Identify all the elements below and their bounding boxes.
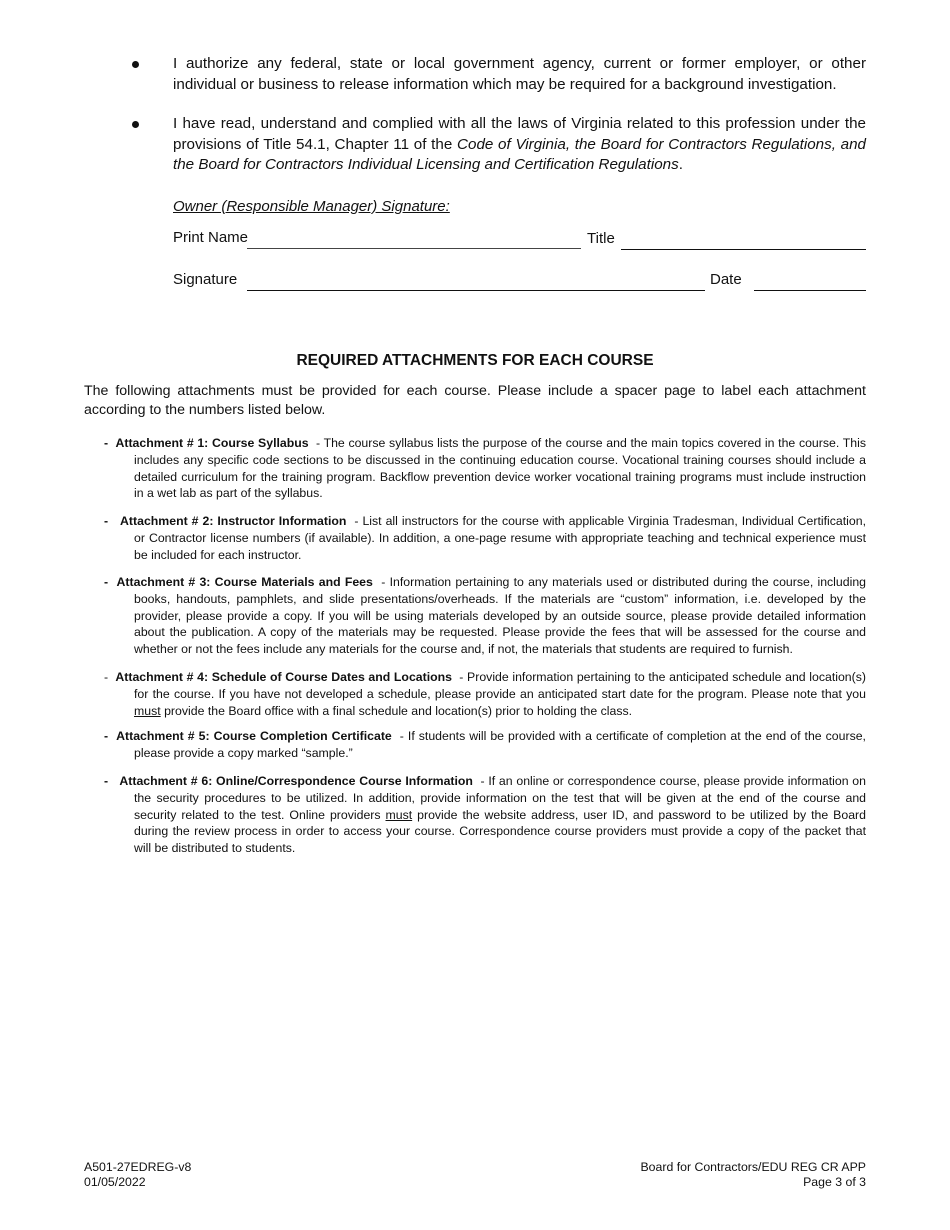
attachment-text-end: provide the Board office with a final schedule and location(s) prior to holding the class. [160,703,633,718]
signature-field[interactable] [247,290,705,291]
attachment-title: Attachment # 1: Course Syllabus [115,436,309,450]
list-dash: - [104,575,117,589]
attachment-title: Attachment # 4: Schedule of Course Dates and Locations [115,670,452,684]
attachment-text: If students will be provided with a certificate of completion at the end of the course, please provide a copy marked “sample.” [134,729,866,760]
list-dash: - [104,774,120,788]
attachment-text: List all instructors for the course with applicable Virginia Tradesman, Individual Certification, or Contractor license numbers (if available). In addition, a one-page resume with appropriate teaching and technical experience must be included for each instructor. [134,514,866,562]
declaration-text: I authorize any federal, state or local government agency, current or former employer, or other individual or business to release information which may be required for a background investigation. [173,55,866,93]
title-label: Title [587,230,615,247]
footer-page-info [640,1160,866,1189]
list-dash: - [104,514,121,528]
attachment-item-4: - Attachment # 4: Schedule of Course Dates and Locations - Provide information pertaining to the anticipated schedule and location(s) for the course. If you have not developed a schedule, please provide an anticipated start date for the program. Please note that you must provide the Board office with a final schedule and location(s) prior to holding the class. [104,670,866,718]
date-field[interactable] [754,290,866,291]
list-dash: - [104,436,116,450]
attachment-title: Attachment # 3: Course Materials and Fees [116,575,373,589]
attachment-title: Attachment # 5: Course Completion Certificate [116,729,392,743]
attachment-title: Attachment # 2: Instructor Information [120,514,347,528]
attachment-title: Attachment # 6: Online/Correspondence Course Information [119,774,473,788]
attachment-text: The course syllabus lists the purpose of the course and the main topics covered in the course. This includes any specific code sections to be discussed in the continuing education course. Vocational training courses should include a detailed curriculum for the training program. Backflow prevention device worker vocational training programs must include instruction in a wet lab as part of the syllabus. [134,436,866,501]
attachment-text: Information pertaining to any materials used or distributed during the course, including books, handouts, pamphlets, and slide presentations/overheads. If the materials are “custom” information, i.e. developed by the provider, please provide a copy. If you will be using materials developed by an outside source, please provide detailed information about the publication. A copy of the materials may be requested. Please provide the fees that will be assessed for the course and whether or not the fees include any materials for the course and, if not, the materials that students are required to furnish. [134,575,867,657]
declaration-text [153,114,866,176]
declaration-regulations: Code of Virginia, the Board for Contractors Regulations, and the Board for Contractors Individual Licensing and Certification Regulations [173,135,866,173]
declaration-text-end: . [678,156,683,173]
print-name-field[interactable] [247,248,581,249]
date-label: Date [710,271,742,288]
attachment-text: If an online or correspondence course, please provide information on the security procedures to be utilized. In addition, provide information on the test that will be given at the end of the course and security related to the test. Online providers [134,774,866,822]
attachments-intro: The following attachments must be provided for each course. Please include a spacer page to label each attachment according to the numbers listed below. [84,383,866,418]
attachment-text-end: provide the website address, user ID, and password to be utilized by the Board during the review process in order to access your course. Correspondence course providers must provide a copy of the packet that will be distributed to students. [134,807,866,856]
declaration-laws [153,114,866,176]
attachment-item-5: - Attachment # 5: Course Completion Certificate - If students will be provided with a certificate of completion at the end of the course, please provide a copy marked “sample.” [104,729,866,760]
attachment-item-3: - Attachment # 3: Course Materials and Fees - Information pertaining to any materials used or distributed during the course, including books, handouts, pamphlets, and slide presentations/overheads. If the materials are “custom” information, i.e. developed by the provider, please provide a copy. If you will be using materials developed by an outside source, please provide detailed information about the publication. A copy of the materials may be requested. Please provide the fees that will be assessed for the course and whether or not the fees include any materials for the course and, if not, the materials that students are required to furnish. [104,575,867,657]
attachment-item-2: - Attachment # 2: Instructor Information - List all instructors for the course with applicable Virginia Tradesman, Individual Certification, or Contractor license numbers (if available). In addition, a one-page resume with appropriate teaching and technical experience must be included for each instructor. [104,514,866,562]
declaration-background-check [153,54,866,95]
signature-label: Signature [173,271,238,288]
attachment-text: Provide information pertaining to the anticipated schedule and location(s) for the course. If you have not developed a schedule, please provide an anticipated start date for the program. Please note that you [134,670,866,701]
form-date: 01/05/2022 [84,1174,146,1189]
list-dash: - [104,670,116,684]
attachments-heading: REQUIRED ATTACHMENTS FOR EACH COURSE [296,352,654,369]
board-name: Board for Contractors/EDU REG CR APP [640,1160,866,1174]
declaration-text-start: I have read, understand and complied with all the laws of Virginia related to this profession under the provisions of Title 54.1, Chapter 11 of the [173,115,866,153]
bullet-icon [132,61,139,68]
print-name-label: Print Name [173,229,249,246]
attachment-item-6: - Attachment # 6: Online/Correspondence Course Information - If an online or correspondence course, please provide information on the security procedures to be utilized. In addition, provide information on the test that will be given at the end of the course and security related to the test. Online providers must provide the website address, user ID, and password to be utilized by the Board during the review process in order to access your course. Correspondence course providers must provide a copy of the packet that will be distributed to students. [104,774,866,856]
title-field[interactable] [621,249,866,250]
attachment-item-1: - Attachment # 1: Course Syllabus - The course syllabus lists the purpose of the course and the main topics covered in the course. This includes any specific code sections to be discussed in the continuing education course. Vocational training courses should include a detailed curriculum for the training program. Backflow prevention device worker vocational training programs must include instruction in a wet lab as part of the syllabus. [104,436,866,501]
attachment-emphasis: must [385,807,413,822]
list-dash: - [104,729,117,743]
footer-form-info [84,1160,191,1189]
attachment-emphasis: must [134,703,161,718]
form-number: A501-27EDREG-v8 [84,1160,192,1174]
signature-heading: Owner (Responsible Manager) Signature: [173,198,450,215]
bullet-icon [132,121,139,128]
page-number: Page 3 of 3 [803,1174,866,1189]
